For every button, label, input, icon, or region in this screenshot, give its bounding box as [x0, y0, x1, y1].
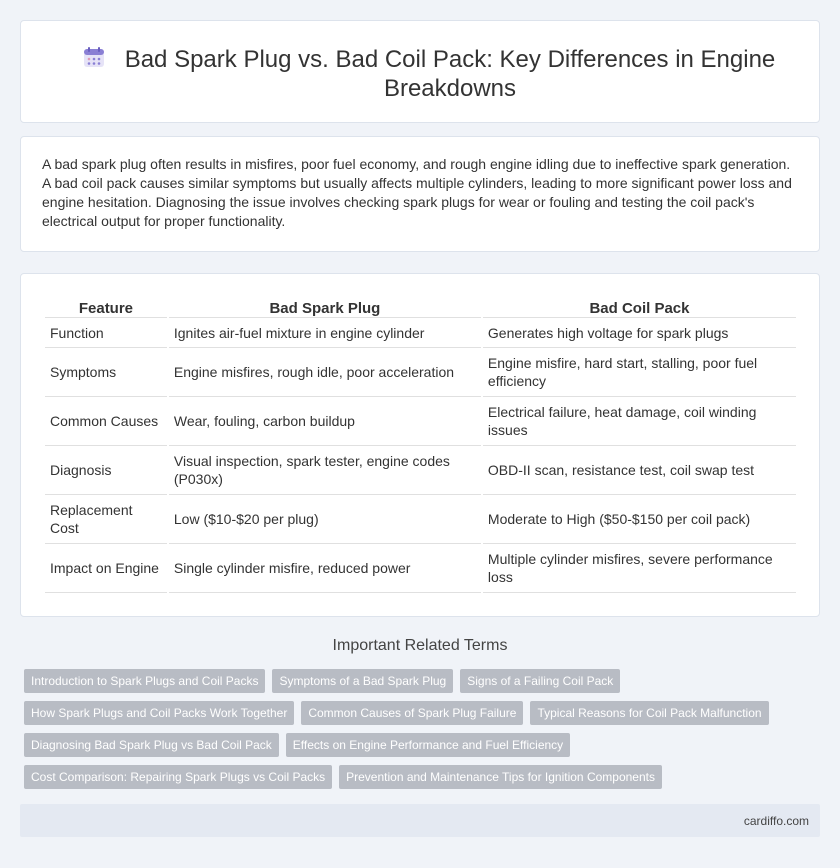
related-term-tag[interactable]: Prevention and Maintenance Tips for Ignition Components: [339, 765, 662, 789]
table-row: [45, 318, 796, 348]
row-spark-plug: Ignites air-fuel mixture in engine cylinder: [169, 318, 481, 348]
related-term-tag[interactable]: Effects on Engine Performance and Fuel Efficiency: [286, 733, 570, 757]
title-card: [20, 20, 820, 123]
row-coil-pack: Engine misfire, hard start, stalling, poor fuel efficiency: [483, 348, 796, 397]
intro-card: [20, 136, 820, 252]
row-spark-plug: Low ($10-$20 per plug): [169, 495, 481, 544]
row-coil-pack: OBD-II scan, resistance test, coil swap test: [483, 446, 796, 495]
row-spark-plug: Single cylinder misfire, reduced power: [169, 544, 481, 593]
header-feature: Feature: [45, 296, 167, 318]
related-term-tag[interactable]: How Spark Plugs and Coil Packs Work Together: [24, 701, 294, 725]
header-bad-spark-plug: Bad Spark Plug: [169, 296, 481, 318]
footer-site-link[interactable]: cardiffo.com: [743, 814, 809, 828]
tag-row: [24, 733, 804, 757]
related-term-tag[interactable]: Typical Reasons for Coil Pack Malfunction: [530, 701, 768, 725]
row-coil-pack: Electrical failure, heat damage, coil winding issues: [483, 397, 796, 446]
related-term-tag[interactable]: Symptoms of a Bad Spark Plug: [272, 669, 453, 693]
table-row: [45, 446, 796, 495]
row-feature: Function: [45, 318, 167, 348]
table-row: [45, 348, 796, 397]
comparison-card: [20, 273, 820, 617]
row-spark-plug: Visual inspection, spark tester, engine codes (P030x): [169, 446, 481, 495]
intro-paragraph: A bad spark plug often results in misfires, poor fuel economy, and rough engine idling due to ineffective spark generation. A bad coil pack causes similar symptoms but usually affects multiple cylinders, leading to more significant power loss and engine hesitation. Diagnosing the issue involves checking spark plugs for wear or fouling and testing the coil pack's electrical output for proper functionality.: [42, 156, 792, 229]
row-feature: Replacement Cost: [45, 495, 167, 544]
row-feature: Diagnosis: [45, 446, 167, 495]
row-coil-pack: Generates high voltage for spark plugs: [483, 318, 796, 348]
table-header-row: [45, 296, 796, 318]
tag-row: [24, 669, 804, 693]
related-term-tag[interactable]: Diagnosing Bad Spark Plug vs Bad Coil Pack: [24, 733, 279, 757]
row-spark-plug: Engine misfires, rough idle, poor acceleration: [169, 348, 481, 397]
related-term-tag[interactable]: Common Causes of Spark Plug Failure: [301, 701, 523, 725]
related-terms-title: Important Related Terms: [332, 637, 508, 654]
footer: [20, 804, 820, 837]
header-bad-coil-pack: Bad Coil Pack: [483, 296, 796, 318]
table-row: [45, 495, 796, 544]
tag-row: [24, 765, 804, 789]
comparison-table: [43, 296, 798, 593]
row-coil-pack: Multiple cylinder misfires, severe performance loss: [483, 544, 796, 593]
row-spark-plug: Wear, fouling, carbon buildup: [169, 397, 481, 446]
related-term-tag[interactable]: Signs of a Failing Coil Pack: [460, 669, 620, 693]
row-feature: Impact on Engine: [45, 544, 167, 593]
row-feature: Symptoms: [45, 348, 167, 397]
related-terms-list: [24, 669, 804, 797]
table-row: [45, 397, 796, 446]
table-row: [45, 544, 796, 593]
page-title: Bad Spark Plug vs. Bad Coil Pack: Key Differences in Engine Breakdowns: [124, 46, 776, 102]
tag-row: [24, 701, 804, 725]
row-feature: Common Causes: [45, 397, 167, 446]
related-term-tag[interactable]: Cost Comparison: Repairing Spark Plugs vs Coil Packs: [24, 765, 332, 789]
row-coil-pack: Moderate to High ($50-$150 per coil pack): [483, 495, 796, 544]
related-term-tag[interactable]: Introduction to Spark Plugs and Coil Packs: [24, 669, 265, 693]
